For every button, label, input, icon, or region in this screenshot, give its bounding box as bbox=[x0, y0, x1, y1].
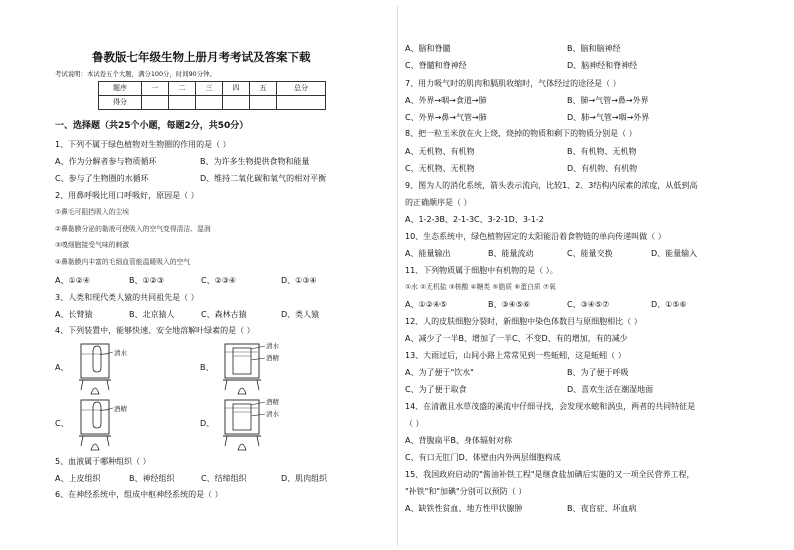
score-table-header-row bbox=[99, 82, 326, 96]
score-cell bbox=[250, 96, 277, 110]
score-header-cell: 总分 bbox=[277, 82, 326, 96]
option-2c: C、②③④ bbox=[201, 276, 237, 285]
option-2a: A、①②④ bbox=[55, 276, 90, 285]
option-3d: D、类人猿 bbox=[281, 310, 320, 319]
question-12: 12、人的皮肤细胞分裂时，新细胞中染色体数目与原细胞相比（ ） bbox=[405, 317, 642, 326]
question-5: 5、血液属于哪种组织（ ） bbox=[55, 457, 151, 466]
option-4a-label: A、 bbox=[55, 363, 69, 372]
option-5d: D、肌肉组织 bbox=[281, 474, 328, 483]
option-11b: B、③④⑤⑥ bbox=[488, 300, 531, 309]
option-1c: C、参与了生物圈的水循环 bbox=[55, 174, 149, 183]
options-9: A、1-2-3B、2-1-3C、3-2-1D、3-1-2 bbox=[405, 215, 544, 224]
option-8c: C、无机物、无机物 bbox=[405, 164, 475, 173]
question-9-cont: 的正确顺序是（ ） bbox=[405, 198, 472, 207]
question-4: 4、下列装置中，能够快速、安全地溶解叶绿素的是（ ） bbox=[55, 326, 255, 335]
option-6c: C、脊髓和脊神经 bbox=[405, 61, 467, 70]
option-11d: D、①⑤⑥ bbox=[651, 300, 687, 309]
options-14-cd: C、有口无肛门D、体壁由内外两层细胞构成 bbox=[405, 453, 561, 462]
option-10a: A、能量输出 bbox=[405, 249, 451, 258]
option-2b: B、①②③ bbox=[129, 276, 165, 285]
option-15a: A、缺铁性贫血、地方性甲状腺肿 bbox=[405, 504, 523, 513]
option-8d: D、有机物、有机物 bbox=[567, 164, 638, 173]
option-10b: B、能量流动 bbox=[488, 249, 534, 258]
question-1: 1、下列不属于绿色植物对生物圈的作用的是（ ） bbox=[55, 140, 231, 149]
question-13: 13、大雨过后，山间小路上常常见到一些蚯蚓，这是蚯蚓（ ） bbox=[405, 351, 626, 360]
option-13d: D、喜欢生活在潮湿地面 bbox=[567, 385, 654, 394]
option-11c: C、③④⑤⑦ bbox=[567, 300, 610, 309]
score-cell bbox=[196, 96, 223, 110]
option-4d-label: D、 bbox=[200, 419, 215, 428]
question-14: 14、在清澈且水草茂盛的溪流中仔细寻找，会发现水螅和涡虫，两者的共同特征是 bbox=[405, 402, 696, 411]
exam-title: 鲁教版七年级生物上册月考考试及答案下载 bbox=[92, 50, 311, 64]
liquid-label: 清水 bbox=[266, 342, 279, 350]
option-2d: D、①③④ bbox=[281, 276, 317, 285]
score-header-cell: 二 bbox=[169, 82, 196, 96]
option-6a: A、脑和脊髓 bbox=[405, 44, 451, 53]
option-6d: D、脑神经和脊神经 bbox=[567, 61, 638, 70]
option-10d: D、能量输入 bbox=[651, 249, 698, 258]
score-cell bbox=[169, 96, 196, 110]
option-3c: C、森林古猿 bbox=[201, 310, 247, 319]
options-12: A、减少了一半B、增加了一半C、不变D、有的增加，有的减少 bbox=[405, 334, 628, 343]
question-14-cont: （ ） bbox=[405, 419, 424, 428]
score-table-score-row bbox=[99, 96, 326, 110]
score-header-cell: 一 bbox=[142, 82, 169, 96]
liquid-label: 酒精 bbox=[114, 405, 127, 413]
score-header-cell: 五 bbox=[250, 82, 277, 96]
score-row-label: 得分 bbox=[99, 96, 142, 110]
question-15-cont: "补铁"和"加碘"分别可以预防（ ） bbox=[405, 487, 527, 496]
option-5b: B、神经组织 bbox=[129, 474, 175, 483]
liquid-label: 清水 bbox=[114, 349, 127, 357]
score-table bbox=[98, 81, 326, 110]
apparatus-b-figure bbox=[215, 338, 295, 396]
option-11a: A、①②④⑤ bbox=[405, 300, 448, 309]
score-cell bbox=[277, 96, 326, 110]
option-4c-label: C、 bbox=[55, 419, 69, 428]
option-7b: B、肺→气管→鼻→外界 bbox=[567, 96, 649, 105]
question-7: 7、用力吸气时的肌肉和膈肌收缩时，气体经过的途径是（ ） bbox=[405, 79, 621, 88]
q2-item: ④鼻黏膜内丰富的毛细血管能温暖吸入的空气 bbox=[55, 258, 191, 266]
option-3a: A、长臂猿 bbox=[55, 310, 93, 319]
question-10: 10、生态系统中，绿色植物固定的太阳能沿着食物链的单向传递叫做（ ） bbox=[405, 232, 666, 241]
apparatus-c-figure bbox=[69, 396, 139, 454]
option-5a: A、上皮组织 bbox=[55, 474, 101, 483]
option-6b: B、脑和脑神经 bbox=[567, 44, 621, 53]
exam-note: 考试说明：本试卷五个大题，满分100分，时间90分钟。 bbox=[55, 70, 216, 78]
q11-items: ①水 ②无机盐 ③核酸 ④糖类 ⑤脂质 ⑥蛋白质 ⑦氧 bbox=[405, 283, 556, 291]
apparatus-a-figure bbox=[69, 340, 139, 396]
section-1-heading: 一、选择题（共25个小题，每题2分，共50分） bbox=[55, 121, 249, 131]
option-10c: C、能量交换 bbox=[567, 249, 613, 258]
option-7c: C、外界→鼻→气管→肺 bbox=[405, 113, 487, 122]
option-3b: B、北京猿人 bbox=[129, 310, 175, 319]
score-cell bbox=[142, 96, 169, 110]
option-13c: C、为了便于取食 bbox=[405, 385, 467, 394]
liquid-label: 酒精 bbox=[266, 354, 279, 362]
question-15: 15、我国政府启动的"酱油补铁工程"是继食盐加碘后实施的又一项全民营养工程， bbox=[405, 470, 695, 479]
question-3: 3、人类和现代类人猿的共同祖先是（ ） bbox=[55, 293, 199, 302]
question-9: 9、图为人的消化系统，箭头表示流向，比较1、2、3结构内尿素的浓度，从低到高 bbox=[405, 181, 698, 190]
score-header-cell: 题序 bbox=[99, 82, 142, 96]
option-13a: A、为了便于"饮水" bbox=[405, 368, 474, 377]
q2-item: ②鼻黏膜分泌的黏液可使吸入的空气变得清洁、湿润 bbox=[55, 225, 211, 233]
question-8: 8、把一粒玉米放在火上烧，烧掉的物质和剩下的物质分别是（ ） bbox=[405, 129, 637, 138]
option-8b: B、有机物、无机物 bbox=[567, 147, 637, 156]
options-14-ab: A、背腹扁平B、身体辐射对称 bbox=[405, 436, 512, 445]
score-header-cell: 三 bbox=[196, 82, 223, 96]
question-6: 6、在神经系统中，组成中枢神经系统的是（ ） bbox=[55, 490, 223, 499]
column-divider bbox=[397, 6, 398, 546]
score-header-cell: 四 bbox=[223, 82, 250, 96]
option-7d: D、肺→气管→咽→外界 bbox=[567, 113, 650, 122]
option-1d: D、维持二氧化碳和氧气的相对平衡 bbox=[200, 174, 327, 183]
question-11: 11、下列物质属于细胞中有机物的是（ ）。 bbox=[405, 266, 558, 275]
score-cell bbox=[223, 96, 250, 110]
option-15b: B、夜盲症、坏血病 bbox=[567, 504, 637, 513]
option-8a: A、无机物、有机物 bbox=[405, 147, 475, 156]
liquid-label: 酒精 bbox=[266, 398, 279, 406]
option-7a: A、外界→咽→食道→肺 bbox=[405, 96, 487, 105]
question-2: 2、用鼻呼吸比用口呼吸好，原因是（ ） bbox=[55, 191, 199, 200]
q2-item: ①鼻毛可阻挡吸入的尘埃 bbox=[55, 208, 130, 216]
q2-item: ③嗅细胞接受气味的刺激 bbox=[55, 241, 130, 249]
option-4b-label: B、 bbox=[200, 363, 214, 372]
option-13b: B、为了便于呼吸 bbox=[567, 368, 629, 377]
option-1a: A、作为分解者参与物质循环 bbox=[55, 157, 157, 166]
option-1b: B、为许多生物提供食物和能量 bbox=[200, 157, 310, 166]
option-5c: C、结缔组织 bbox=[201, 474, 247, 483]
apparatus-d-figure bbox=[215, 394, 295, 452]
liquid-label: 清水 bbox=[266, 410, 279, 418]
